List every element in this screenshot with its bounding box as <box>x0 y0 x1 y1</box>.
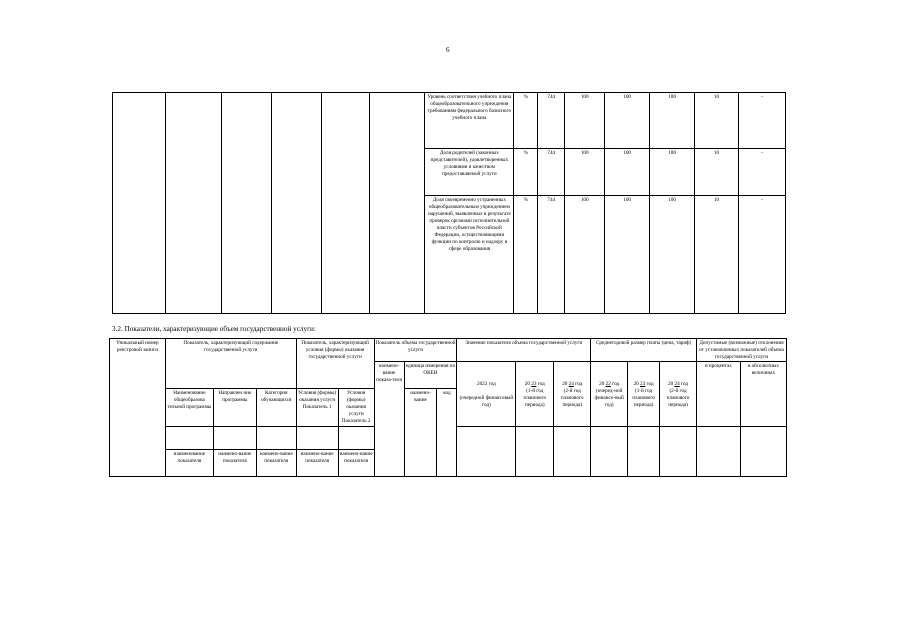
unit-cell: % <box>514 149 538 196</box>
quality-indicators-table <box>112 92 786 314</box>
header-year-2023-value: 20 23 год (1-й год планового периода) <box>516 362 554 427</box>
value-cell: 10 <box>695 196 739 314</box>
indicator-name: Доля родителей (законных представителей), удовлетворенных условиями и качеством предоставляемой услуги <box>425 149 514 196</box>
value-cell: - <box>738 196 785 314</box>
blank-cell <box>221 93 271 314</box>
blank-cell <box>338 427 374 450</box>
page-number: 6 <box>446 46 450 54</box>
value-cell: 100 <box>565 149 605 196</box>
header-year-2022-average: 20 22 год (очеред-ной финансо-вый год) <box>591 362 628 427</box>
indicator-name: Уровень соответствия учебного плана общеобразовательного учреждения требованиям федерального базисного учебного плана <box>425 93 514 149</box>
indicator-name-label: наимено-вание показателя <box>213 450 256 477</box>
value-cell: 10 <box>695 149 739 196</box>
subheader-program-direction: Направлен ние программы <box>213 389 256 427</box>
blank-cell <box>660 427 697 477</box>
table-row <box>113 93 786 149</box>
unit-cell: % <box>514 196 538 314</box>
subheader-okei-code: код <box>437 389 457 477</box>
indicator-name-label: наимено-вание показателя <box>256 450 296 477</box>
header-average-fee: Среднегодовой размер платы (цена, тариф) <box>591 339 697 362</box>
table-row <box>110 339 787 362</box>
value-cell: 100 <box>605 149 650 196</box>
value-cell: 100 <box>605 196 650 314</box>
value-cell: - <box>738 93 785 149</box>
header-year-2023-average: 20 23 год (1-й год планового периода) <box>628 362 660 427</box>
indicator-name-label: наимено-вание показателя <box>296 450 338 477</box>
header-unique-number: Уникальный номер реестровой записи <box>110 339 166 477</box>
header-indicator-name: наимено-вание показа-теля <box>374 362 404 477</box>
subheader-okei-name: наимено-вание <box>404 389 437 477</box>
header-year-2024-average: 20 24 год (2-й год планового периода) <box>660 362 697 427</box>
value-cell: 100 <box>650 149 695 196</box>
blank-cell <box>697 427 741 477</box>
okei-cell: 744 <box>538 196 565 314</box>
blank-cell <box>628 427 660 477</box>
value-cell: 100 <box>650 196 695 314</box>
value-cell: 10 <box>695 93 739 149</box>
value-cell: 100 <box>565 93 605 149</box>
blank-cell <box>321 93 369 314</box>
header-okei-unit: единица измерения по ОКЕИ <box>404 362 457 389</box>
blank-cell <box>256 427 296 450</box>
header-year-2022-value: 2022 год (очередной финансовый год) <box>457 362 516 427</box>
header-deviation: Допустимые (возможные) отклонения от установленных показателей объема государственной услуги <box>697 339 787 362</box>
okei-cell: 744 <box>538 93 565 149</box>
blank-cell <box>740 427 786 477</box>
volume-indicators-table <box>109 338 787 477</box>
blank-cell <box>165 93 221 314</box>
blank-cell <box>113 93 166 314</box>
blank-cell <box>165 427 213 450</box>
okei-cell: 744 <box>538 149 565 196</box>
unit-cell: % <box>514 93 538 149</box>
blank-cell <box>296 427 338 450</box>
value-cell: 100 <box>650 93 695 149</box>
blank-cell <box>554 427 591 477</box>
blank-cell <box>271 93 321 314</box>
section-title: 3.2. Показатели, характеризующие объем государственной услуги: <box>112 325 316 333</box>
subheader-student-category: Категория обучающихся <box>256 389 296 427</box>
indicator-name-label: наимено-вание показателя <box>338 450 374 477</box>
header-volume-indicator: Показатель объема государственной услуги <box>374 339 457 362</box>
subheader-condition-1: Условия (формы) оказания услуги Показатель 1 <box>296 389 338 427</box>
indicator-name: Доля своевременно устраненных общеобразовательным учреждением нарушений, выявленных в результате проверок органами исполнительной власти субъектов Российской Федерации, осуществляющими функции по контролю и надзору в сфере образования <box>425 196 514 314</box>
value-cell: 100 <box>605 93 650 149</box>
blank-cell <box>213 427 256 450</box>
header-year-2024-value: 20 24 год (2-й год планового периода) <box>554 362 591 427</box>
blank-cell <box>457 427 516 477</box>
header-content-indicator: Показатель, характеризующий содержание государственной услуги <box>165 339 296 389</box>
blank-cell <box>591 427 628 477</box>
header-volume-value: Значение показателя объема государственной услуги <box>457 339 591 362</box>
header-deviation-absolute: в абсолютных величинах <box>740 362 786 427</box>
subheader-condition-2: Условия (формы) оказания услуги Показатель 2 <box>338 389 374 427</box>
header-conditions-indicator: Показатель, характеризующий условия (формы) оказания государственной услуги <box>296 339 374 389</box>
value-cell: - <box>738 149 785 196</box>
value-cell: 100 <box>565 196 605 314</box>
blank-cell <box>369 93 425 314</box>
indicator-name-label: наименование показателя <box>165 450 213 477</box>
blank-cell <box>516 427 554 477</box>
header-deviation-percent: в процентах <box>697 362 741 427</box>
subheader-program-name: Наименование общеобразова тельной программы <box>165 389 213 427</box>
